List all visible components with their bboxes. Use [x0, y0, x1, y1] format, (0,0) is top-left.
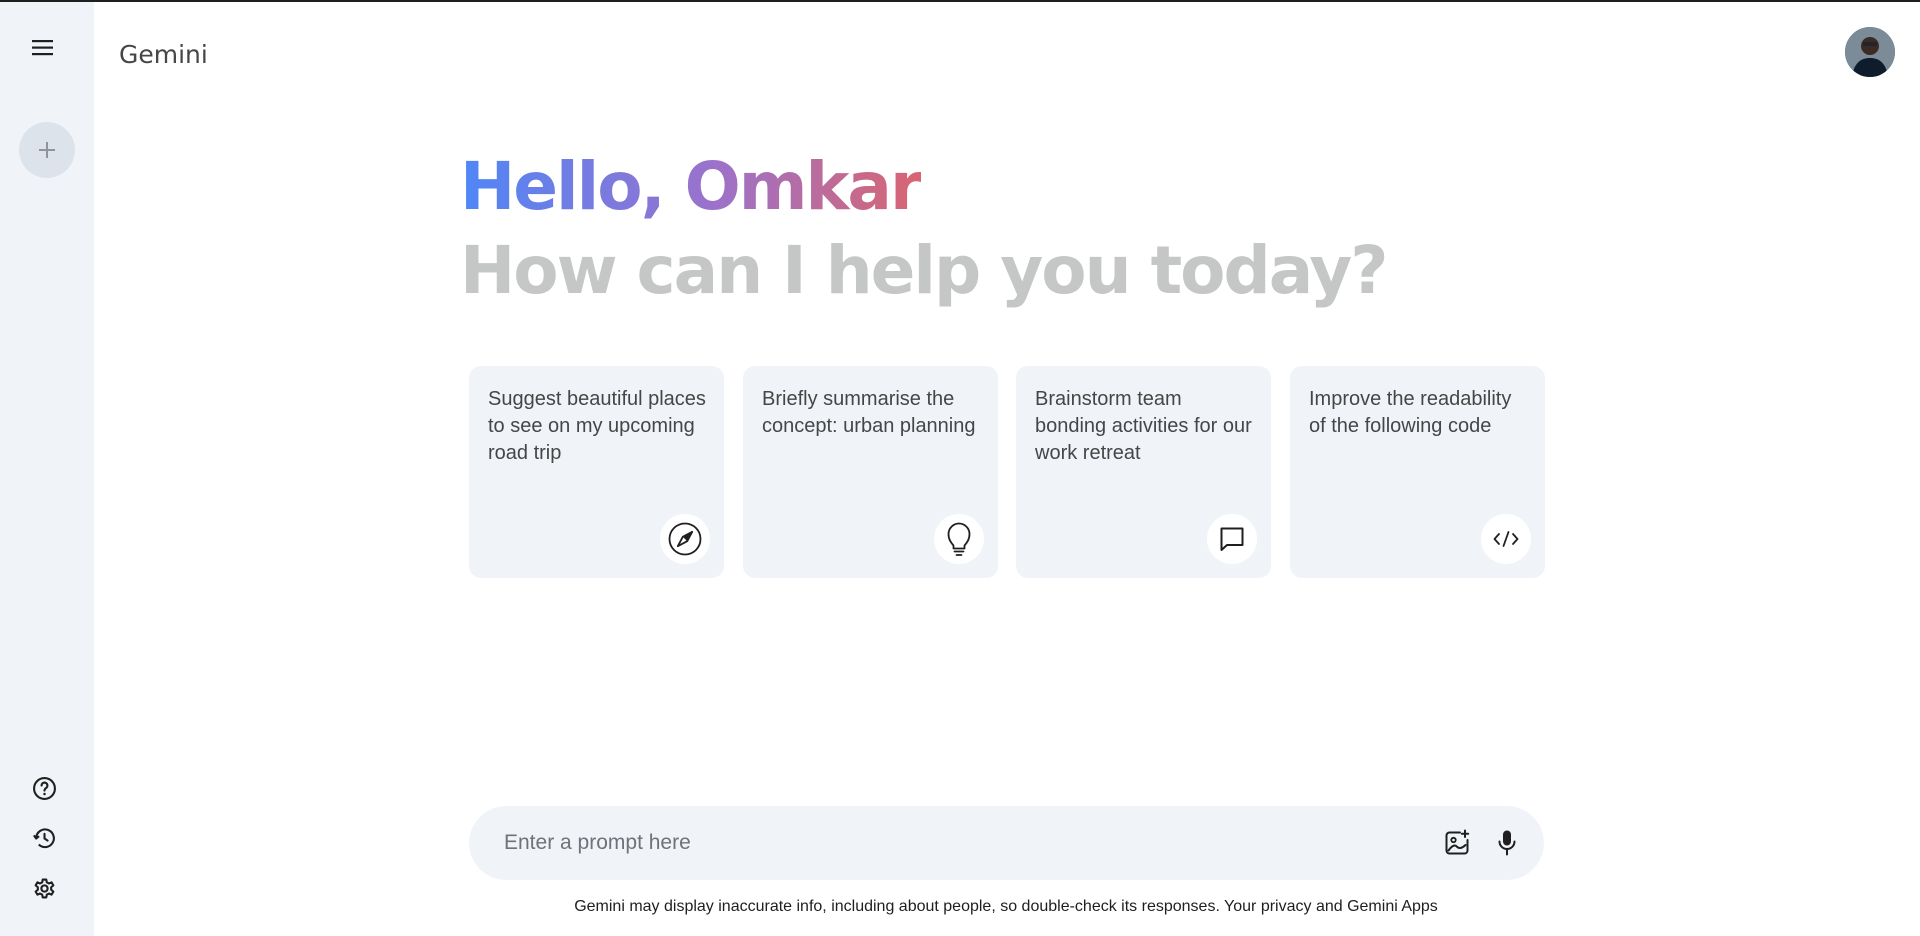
gear-icon	[32, 876, 57, 901]
privacy-link[interactable]: Your privacy and Gemini Apps	[1224, 898, 1438, 915]
history-icon	[32, 826, 57, 851]
compass-icon	[668, 522, 702, 556]
plus-icon	[36, 139, 58, 161]
lightbulb-icon	[943, 520, 975, 558]
suggestion-card-team-bonding[interactable]	[1016, 366, 1271, 578]
card-icon-container	[1481, 514, 1531, 564]
disclaimer	[0, 898, 1920, 916]
suggestion-card-text: Improve the readability of the following code	[1309, 388, 1512, 437]
greeting-subtitle: How can I help you today?	[460, 232, 1387, 309]
greeting-hello	[460, 146, 921, 228]
greeting-name: Hello, Omkar	[460, 148, 921, 225]
suggestion-card-text: Brainstorm team bonding activities for our work retreat	[1035, 388, 1252, 464]
avatar[interactable]	[1845, 27, 1895, 77]
user-photo-icon	[1845, 27, 1895, 77]
window-top-border	[0, 0, 1920, 2]
activity-button[interactable]	[24, 818, 64, 858]
suggestion-card-urban-planning[interactable]	[743, 366, 998, 578]
suggestion-card-road-trip[interactable]	[469, 366, 724, 578]
card-icon-container	[1207, 514, 1257, 564]
code-icon	[1491, 529, 1521, 549]
suggestion-card-code-readability[interactable]	[1290, 366, 1545, 578]
microphone-button[interactable]	[1485, 821, 1529, 865]
suggestion-card-text: Briefly summarise the concept: urban planning	[762, 388, 976, 437]
card-icon-container	[934, 514, 984, 564]
disclaimer-text: Gemini may display inaccurate info, including about people, so double-check its responses.	[574, 898, 1220, 915]
help-icon	[32, 776, 57, 801]
card-icon-container	[660, 514, 710, 564]
mic-icon	[1495, 828, 1519, 858]
add-image-icon	[1442, 828, 1472, 858]
menu-icon	[32, 39, 54, 57]
upload-image-button[interactable]	[1435, 821, 1479, 865]
app-title: Gemini	[119, 40, 208, 69]
chat-bubble-icon	[1217, 524, 1247, 554]
menu-button[interactable]	[21, 30, 65, 66]
prompt-input[interactable]	[504, 823, 1404, 863]
prompt-bar	[469, 806, 1544, 880]
help-button[interactable]	[24, 768, 64, 808]
new-chat-button[interactable]	[19, 122, 75, 178]
suggestion-card-text: Suggest beautiful places to see on my upcoming road trip	[488, 388, 706, 464]
sidebar	[0, 2, 94, 936]
suggestion-cards	[469, 366, 1544, 578]
